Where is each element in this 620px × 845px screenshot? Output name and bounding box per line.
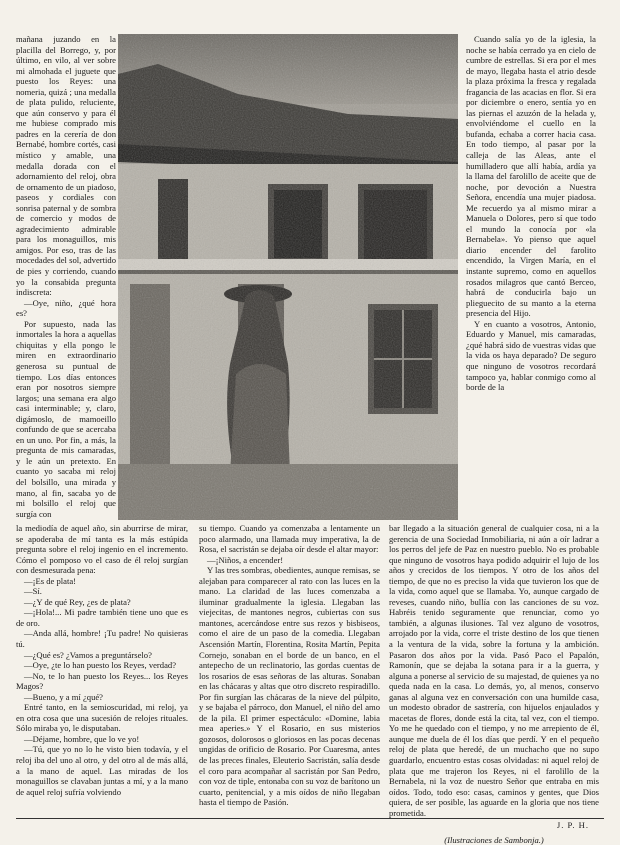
- paragraph: la mediodía de aquel año, sin aburrirse de mirar, se apoderaba de mí tanta es la más estúpida pregunta sobre el reloj ingenio en el incremento. Cómo el pomposo vo el caso de él reloj surgían con desmesurada pena:: [16, 523, 188, 576]
- dialogue-line: —Déjame, hombre, que lo ve yo!: [24, 733, 140, 744]
- illustration-credit: (Ilustraciones de Sambonja.): [444, 834, 544, 845]
- dialogue-line: —Bueno, y a mí ¿qué?: [24, 691, 103, 702]
- paragraph: Y en cuanto a vosotros, Antonio, Eduardo y Manuel, mis camaradas, ¿qué habrá sido de vuestras vidas que la vida os haya deparado? De seguro que ninguno de vosotros recordará tampoco ya, hablar conmigo como al borde de la: [466, 318, 596, 393]
- house-facade-image: [118, 34, 458, 520]
- dialogue-line: —Oye, ¿te lo han puesto los Reyes, verdad?: [24, 660, 177, 671]
- paragraph: mañana juzando en la placilla del Borrego, y, por último, en vilo, al ver sobre mi almohada el juguete que puesto los Reyes: una nomeria, quizá ; una medalla de plata pulido, reluciente, que aún conservo y para él me hubiese comprado mis padres en la cerería de don Bernabé, hombre cortés, casi místico y amable, una medalla dorada con el adornamiento del reloj, obra de ornamento de un piadoso, paseos y cordiales con sonrisa paternal y de sombra de comercio y modos de agradecimiento admirable para los monaguillos, mis amigos. Por eso, tras de las mocedades del sol, advertido de pies y corriendo, cuando yo la consabida pregunta indiscreta:: [16, 34, 116, 298]
- paragraph: bar llegado a la situación general de cualquier cosa, ni a la gerencia de una Sociedad Inmobiliaria, ni aún a oír ladrar a los perros del jefe de Paz en nuestro pueblo. No es probable que ninguno de vosotros haya podido adquirir el lujo de los años y crecidos de los tiempos. Y otro de los años del tiempo, de que no es preciso la vida que tuvieron los que de la vida, como aquel que se llamaba. Yo, aunque cargado de reveses, cuando niño, bullía con las canciones de su voz. Habréis tenido seguramente que renunciar, como yo también, a algunas ilusiones. Tal vez alguno de vosotros, arrojado por la vida, corre el triste destino de los que tienen a la ventura de la vida, sobre la fortuna y la ambición. Pasaron dos años por la vida. Pasó Paco el Papalón, Ramonín, que se dejaba la sotana para ir a la guerra, y alguna a ponerse al servicio de su majestad, de quienes ya no queda nada en la casa. Lo demás, yo, al menos, conservo ganas al alguna vez en conversación con una humilde casa, un modesto obrador de sastrería, con hijuelos enjaulados y macetas de flores, donde está la cita, tal vez, con el tiempo. Yo me he quedado con el tiempo, y no me arrepiento de él, aunque me duela de él los días que perdí. Y en el pequeño reloj de plata que heredé, de un muchacho que no supo guardarlo, encuentro estas cosas olvidadas: ni aquel reloj de plata que me trajeron los Reyes, ni el farolillo de la Bernabela, ni la voz de nuestro Señor que entraba en mis oídos. Todo, todo eso: casas, caminos y gentes, que Dios quiera, de ser posible, las aguarde en la gloria que nos tiene prometida.: [389, 523, 599, 818]
- dialogue-line: —¡Hola!... Mi padre también tiene uno que es de oro.: [16, 607, 188, 628]
- right-text-column: [466, 34, 596, 520]
- paragraph: —Tú, que yo no lo he visto bien todavía, y el reloj iba del uno al otro, y del otro al de más allá, a la mano de aquel. Las miradas de los monaguillos se clavaban juntas a mí, y a la mano de aquel reloj sufría volviendo: [16, 744, 188, 797]
- dialogue-line: —No, te lo han puesto los Reyes... los Reyes Magos?: [16, 670, 188, 692]
- bottom-text-column-1: [16, 523, 188, 817]
- paragraph: Y las tres sombras, obedientes, aunque remisas, se alejaban para comparecer al rato con las luces en la mano. La claridad de las luces comenzaba a iluminar gradualmente la iglesia. Llegaban las viejecitas, de mantones negros, cubiertas con sus mantones, acercándose entre sus rezos y bisbiseos, como el aire de un paso de la comedia. Llegaban Ascensión Martín, Florentina, Rosita Martín, Pepita Cornejo, sonaban en el borde de un banco, en el antepecho de un reclinatorio, las gordas cuentas de los rosarios de esas señoras de las alturas. Sonaban en las chácaras y altas que otro discreto respiradillo. Por fin surgían las chácaras de la nieve del púlpito, y se bajaba el párroco, don Manuel, el niño del amo de la pila. El primer espectáculo: «Domine, labia mea aperies.» Y el Rosario, en sus misterios gozosos, dolorosos o gloriosos en las pocas decenas ungidas de orificio de Rosario. Por Cuaresma, antes de las preces finales, Eleuterio Sacristán, salía desde el coro para acompañar al sacristán por San Pedro, con voz de tiple, entonaba con su voz de barítono un cuarto, penitencial, y a mis oídos de niño llegaban hasta el tiempo de Pasión.: [199, 565, 380, 808]
- dialogue-line: —¿Y de qué Rey, ¿es de plata?: [24, 596, 131, 607]
- bottom-text-column-2: [199, 523, 380, 817]
- author-signature: J. P. H.: [556, 820, 589, 831]
- paragraph: Cuando salía yo de la iglesia, la noche se había cerrado ya en cielo de cumbre de estrellas. Si era por el mes de mayo, llegaba hasta el atrio desde la plaza próxima la fresca y regalada fragancia de las acacias en flor. Si era por diciembre o enero, sentía yo en las piernas el azuzón de la helada y, envolviéndome el cuello en la bufanda, echaba a correr hacia casa. En todo tiempo, al pasar por la calleja de las Aleas, ante el humilladero que allí había, ardía ya la llama del farolillo de aceite que de noche, por devoción a Nuestra Señora, encendía una mujer piadosa. Me recuerdo ya al mismo mirar a Manuela o Dolores, pero sí que todo el mundo la conocía por «la Bernabela». Yo pienso que aquel diario encender del farolito encendido, la Virgen María, en el instante supremo, como en aquellos rosados milagros que cantó Berceo, habrá de conducirla bajo un plieguecito de su manto a la eterna presencia del Hijo.: [466, 34, 596, 319]
- dialogue-line: —Sí.: [24, 586, 42, 597]
- bottom-rule-divider: [16, 818, 604, 819]
- paragraph: Por supuesto, nada las inmortales la hora a aquellas chiquitas y ella pongo le miren en extraordinario generosa su puntual de tiempo. Los días entonces eran por nosotros siempre largos; una semana era algo casi interminable; y, claro, digámoslo, de mamoeillo confundo de que se acercaba en un uno. Por fin, a más, la pregunta de mis camaradas, y le aún un pretexto. En cuanto yo sacaba mi reloj del bolsillo, una mirada y mano, al fin, sacaba yo de mi bolsillo el reloj que surgía con: [16, 318, 116, 519]
- bottom-text-column-3: [389, 523, 599, 845]
- dialogue-line: —¿Qué es? ¿Vamos a preguntárselo?: [24, 649, 152, 660]
- paragraph: su tiempo. Cuando ya comenzaba a lentamente un poco alarmado, una llamada muy imperativa, la de Rosa, el sacristán se dejaba oír desde el altar mayor:: [199, 523, 380, 555]
- dialogue-line: —¡Niños, a encender!: [207, 554, 284, 565]
- dialogue-line: —¡Es de plata!: [24, 575, 77, 586]
- dialogue-line: —Anda allá, hombre! ¡Tu padre! No quisieras tú.: [16, 628, 188, 650]
- illustration-photo: [118, 34, 458, 520]
- left-text-column: [16, 34, 116, 526]
- paragraph: Entré tanto, en la semioscuridad, mi reloj, ya en otra cosa que una sucesión de relojes rituales. Sólo miraba yo, le disputaban.: [16, 702, 188, 734]
- paragraph: —Oye, niño, ¿qué hora es?: [16, 297, 116, 319]
